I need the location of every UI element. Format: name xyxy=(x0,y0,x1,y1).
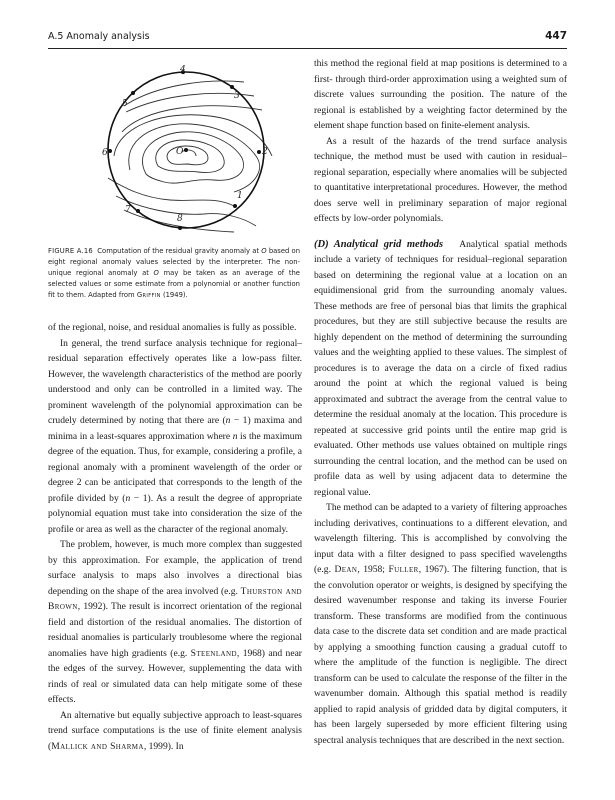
citation: Thurston and Brown xyxy=(48,585,302,612)
point-label-3: 3 xyxy=(234,91,240,101)
paragraph xyxy=(48,336,302,538)
text-run: An alternative but equally subjective approach to least-squares trend surface computations is the use of finite element analysis ( xyxy=(48,709,302,752)
contour-line xyxy=(122,106,262,132)
citation: Fuller xyxy=(388,564,419,575)
text-run: , 1958; xyxy=(357,564,389,575)
point-label-1: 1 xyxy=(237,191,243,201)
text-run: Analytical spatial methods include a variety of techniques for residual–regional separation based on determining the regional value at a location on an equidimensional grid from the surrounding anomaly values. These methods are free of personal bias that limits the graphical procedures, but they are still subjective because the results are highly dependent on the method of determining the surrounding values and the weighting applied to these values. The simplest of procedures is to average the data on a circle of fixed radius around the point at which the regional valued is being approximated and subtract the average from the central value to determine the residual anomaly at the location. This procedure is repeated at successive grid points until the entire map grid is evaluated. Other methods use values obtained on multiple rings surrounding the central location, and the method can be used on profile data as well by using adjacent data to determine the regional value. xyxy=(314,238,567,498)
text-run: − 1). As a result the degree of appropriate polynomial equation must take into consideration the size of the profile or area as well as the character of the regional anomaly. xyxy=(48,492,302,535)
caption-symbol: O xyxy=(153,269,159,277)
section-paragraph xyxy=(314,237,567,501)
caption-text: (1949). xyxy=(160,291,188,299)
text-run: The method can be adapted to a variety of filtering approaches including derivatives, continuations to a different elevation, and wavelength filtering. This is accomplished by convolving the input data with a filter designed to pass specified wavelengths (e.g. xyxy=(314,502,567,575)
paragraph: of the regional, noise, and residual anomalies is fully as possible. xyxy=(48,322,297,333)
contour-line xyxy=(182,150,196,156)
page-number: 447 xyxy=(545,30,567,42)
text-run: − 1) maxima and minima in a least-squares approximation where xyxy=(48,415,302,442)
text-run: , 1968) and near the edges of the survey. However, supplementing the data with rinds of real or simulated data can help mitigate some of these effects. xyxy=(48,647,302,705)
left-column xyxy=(48,320,302,754)
point-3-marker xyxy=(230,85,234,89)
right-column xyxy=(314,56,567,748)
contour-line xyxy=(142,132,243,183)
text-run: , 1999). In xyxy=(143,740,184,752)
section-heading: (D) Analytical grid methods xyxy=(314,238,444,250)
text-run: In general, the trend surface analysis technique for regional–residual separation effectively operates like a low-pass filter. However, the wavelength characteristics of the method are poorly understood and only can be controlled in a limited way. The prominent wavelength of the polynomial approximation can be crudely determined by noting that there are ( xyxy=(48,337,302,426)
text-run: , 1967). The filtering function, that is the convolution operator or weights, is designed by specifying the desired wavenumber response and taking its inverse Fourier transform. These transforms are modified from the continuous data case to the discrete data set condition and are made practical by applying a smoothing function causing a gradual cutoff to where the amplitude of the function is negligible. The direct transform can be used to calculate the response of the filter in the wavenumber domain. Although this spatial method is readily applied to rapid analysis of gridded data by digital computers, it has been largely superseded by more efficient filtering using spectral analysis techniques that are described in the next section. xyxy=(314,564,567,746)
figure-caption xyxy=(48,246,300,301)
contour-line xyxy=(114,115,272,156)
figure-a16 xyxy=(84,60,284,240)
point-label-8: 8 xyxy=(177,214,183,224)
running-header xyxy=(48,26,567,49)
section-title: A.5 Anomaly analysis xyxy=(48,31,150,42)
text-run: The problem, however, is much more complex than suggested by this approximation. For example, the application of trend surface analysis to maps also involves a directional bias depending on the shape of the area involved (e.g. xyxy=(48,539,302,597)
point-8-marker xyxy=(178,226,182,230)
text-run: , 1992). The result is incorrect orientation of the regional field and distortion of the residual anomalies. The distortion of residual anomalies is particularly troublesome where the regional anomalies have high gradients (e.g. xyxy=(48,601,302,659)
point-1-marker xyxy=(233,204,237,208)
point-label-6: 6 xyxy=(102,148,108,158)
paragraph xyxy=(48,537,302,708)
paragraph: As a result of the hazards of the trend surface analysis technique, the method must be used with caution in residual–regional separation, especially where anomalies will be subjected to quantitative interpretational procedures. However, the method does serve well in preliminary separation of major regional effects by low-order polynomials. xyxy=(314,135,567,224)
point-5-marker xyxy=(131,91,135,95)
math-symbol: n xyxy=(125,492,131,504)
caption-text: may be taken as an average of the selected values or some estimate from a polynomial or another function fit to them. Adapted from xyxy=(48,269,300,299)
math-symbol: n xyxy=(232,430,238,442)
paragraph: this method the regional field at map positions is determined to a first- through third-order approximation using a weighted sum of discrete values surrounding the position. The nature of the regional is established by a weighting factor determined by the element shape function based on finite-element analysis. xyxy=(314,58,567,131)
caption-text: Computation of the residual gravity anomaly at xyxy=(97,247,262,255)
caption-symbol: O xyxy=(261,247,267,255)
contour-line xyxy=(156,140,225,173)
point-label-5: 5 xyxy=(122,99,128,109)
point-7-marker xyxy=(136,209,140,213)
point-2-marker xyxy=(257,150,261,154)
caption-citation: Griffin xyxy=(136,291,161,299)
contour-lines xyxy=(108,81,272,232)
citation: Steenland xyxy=(190,647,237,659)
point-label-4: 4 xyxy=(180,65,186,75)
citation: Dean xyxy=(334,564,358,575)
text-run: is the maximum degree of the equation. Thus, for example, considering a profile, a regional anomaly with a prominent wavelength of the order or degree 2 can be anticipated that corresponds to the length of the profile divided by ( xyxy=(48,430,302,504)
center-label: O xyxy=(176,147,184,157)
point-label-7: 7 xyxy=(125,205,131,215)
contour-line xyxy=(129,124,260,192)
contour-diagram xyxy=(84,60,284,240)
paragraph xyxy=(48,708,302,755)
caption-text: based on eight regional anomaly values selected by the interpreter. The non-unique regional anomaly at xyxy=(48,247,300,277)
point-6-marker xyxy=(108,149,112,153)
center-point-marker xyxy=(184,148,188,152)
math-symbol: n xyxy=(225,415,231,426)
caption-label: FIGURE A.16 xyxy=(48,247,93,255)
citation: Mallick and Sharma xyxy=(51,740,144,752)
point-label-2: 2 xyxy=(262,147,268,157)
paragraph xyxy=(314,500,567,748)
